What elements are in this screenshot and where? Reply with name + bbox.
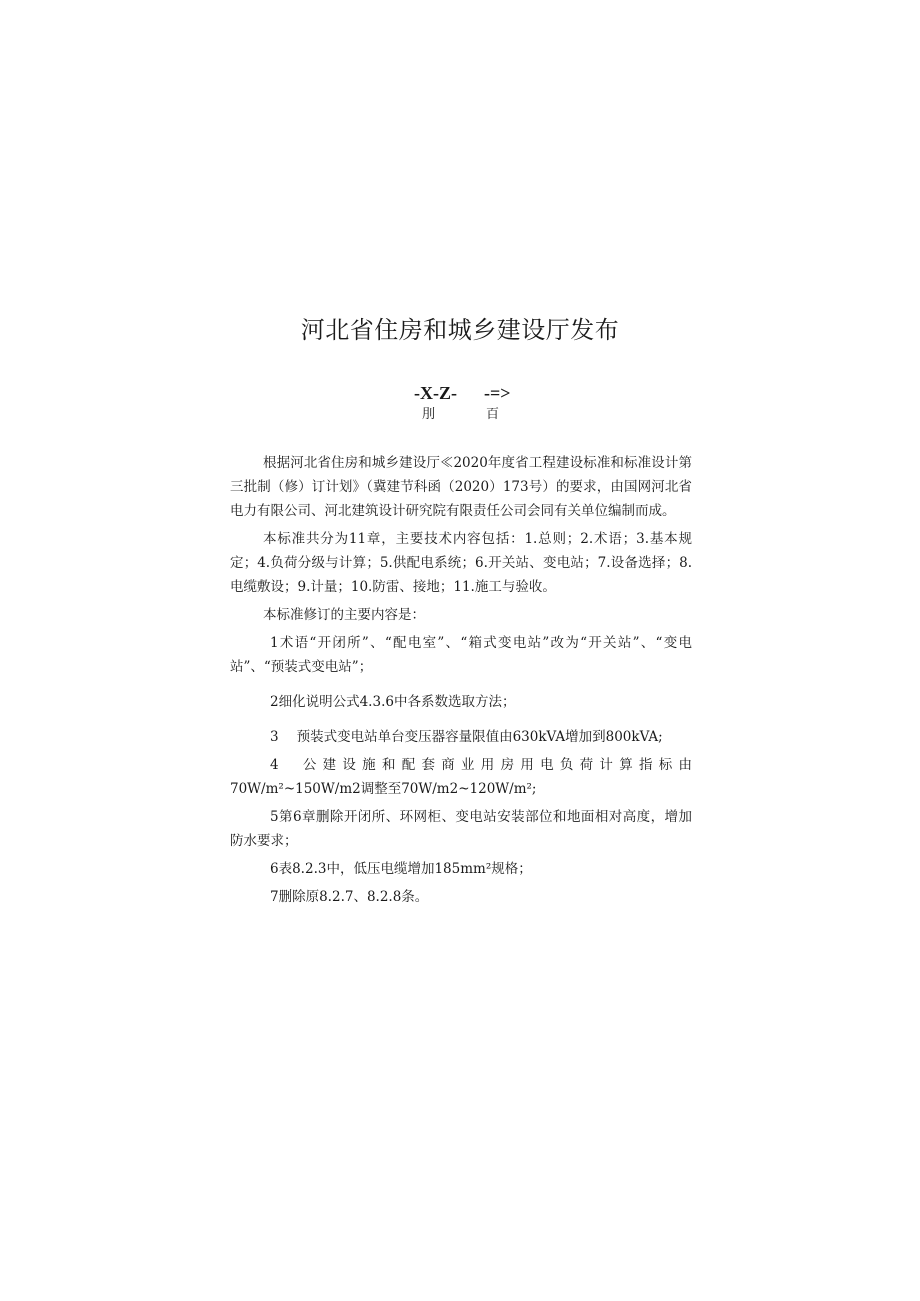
foreword-heading-left-sub: 刖 bbox=[422, 407, 436, 422]
paragraph-chapters: 本标准共分为11章，主要技术内容包括：1.总则；2.术语；3.基本规定；4.负荷分级与计算；5.供配电系统；6.开关站、变电站；7.设备选择；8.电缆敷设；9.计量；10.防雷、接地；11.施工与验收。 bbox=[230, 531, 692, 595]
foreword-heading-left: -X-Z- bbox=[414, 383, 457, 403]
list-item: 1术语“开闭所”、“配电室”、“箱式变电站”改为“开关站”、“变电站”、“预装式变电站”； bbox=[230, 635, 692, 675]
foreword-heading-right: -=> bbox=[484, 383, 511, 403]
paragraph-basis: 根据河北省住房和城乡建设厅≪2020年度省工程建设标准和标准设计第三批制（修）订计划》（冀建节科函（2020）173号）的要求，由国网河北省电力有限公司、河北建筑设计研究院有限责任公司会同有关单位编制而成。 bbox=[230, 455, 692, 519]
list-item: 4 公建设施和配套商业用房用电负荷计算指标由70W/m²~150W/m2调整至70W/m2~120W/m²; bbox=[230, 757, 692, 797]
page-title: 河北省住房和城乡建设厅发布 bbox=[300, 316, 620, 344]
list-item: 5第6章删除开闭所、环网柜、变电站安装部位和地面相对高度，增加防水要求； bbox=[230, 809, 692, 849]
list-item: 7删除原8.2.7、8.2.8条。 bbox=[270, 889, 429, 905]
foreword-heading bbox=[408, 382, 518, 426]
list-item: 6表8.2.3中，低压电缆增加185mm²规格； bbox=[270, 861, 532, 877]
list-item: 3 预装式变电站单台变压器容量限值由630kVA增加到800kVA; bbox=[270, 729, 663, 745]
body-text bbox=[230, 451, 692, 909]
foreword-heading-right-sub: 百 bbox=[486, 407, 500, 422]
paragraph-revision-intro: 本标准修订的主要内容是： bbox=[263, 607, 425, 623]
list-item: 2细化说明公式4.3.6中各系数选取方法； bbox=[270, 694, 516, 710]
